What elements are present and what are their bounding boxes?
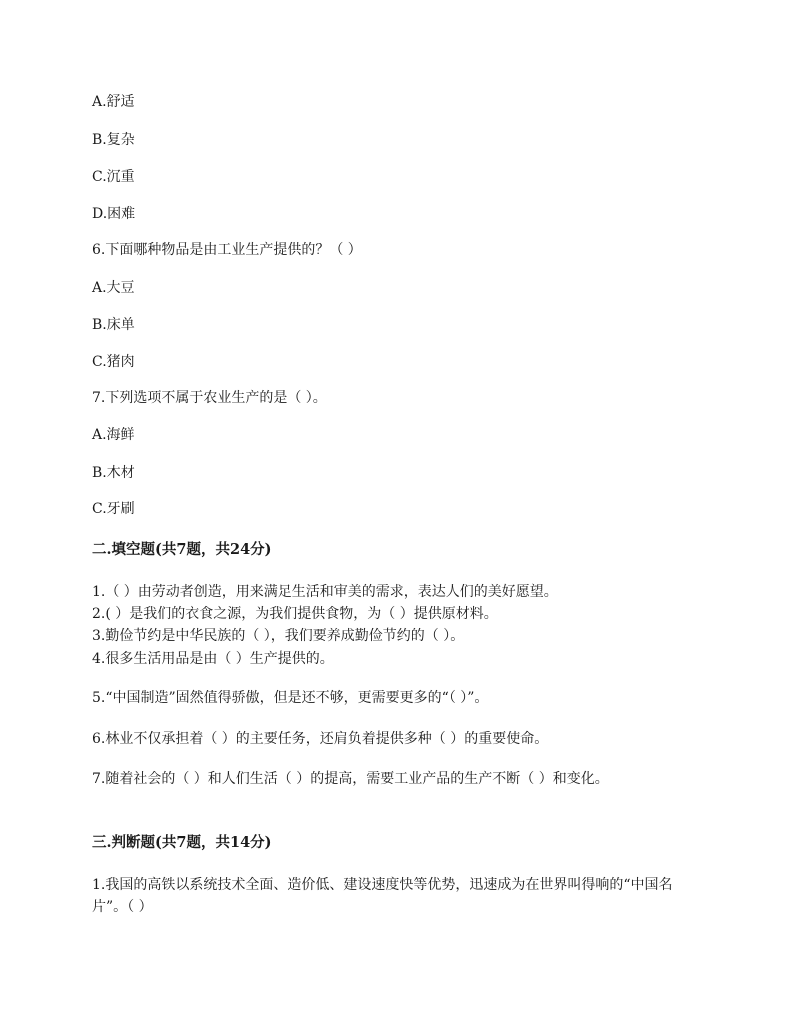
q7-option-c: C.牙刷 xyxy=(92,501,135,517)
fill-item-7: 7.随着社会的（ ）和人们生活（ ）的提高，需要工业产品的生产不断（ ）和变化。 xyxy=(92,771,609,787)
option-c: C.沉重 xyxy=(92,169,135,185)
question-6: 6.下面哪种物品是由工业生产提供的？（ ） xyxy=(92,242,362,258)
q7-option-b: B.木材 xyxy=(92,465,135,481)
q7-option-a: A.海鲜 xyxy=(92,427,135,443)
q6-option-b: B.床单 xyxy=(92,317,135,333)
fill-item-5: 5.“中国制造”固然值得骄傲，但是还不够，更需要更多的“（ ）”。 xyxy=(92,690,489,706)
fill-item-4: 4.很多生活用品是由（ ）生产提供的。 xyxy=(92,651,334,667)
fill-item-2: 2.( ）是我们的衣食之源，为我们提供食物，为（ ）提供原材料。 xyxy=(92,606,498,622)
judge-item-1: 1.我国的高铁以系统技术全面、造价低、建设速度快等优势，迅速成为在世界叫得响的“中国名片”。（ ） xyxy=(92,877,673,915)
option-d: D.困难 xyxy=(92,206,136,222)
section-heading-true-false: 三.判断题(共7题，共14分) xyxy=(92,834,272,851)
fill-item-3: 3.勤俭节约是中华民族的（ ），我们要养成勤俭节约的（ ）。 xyxy=(92,628,465,644)
q6-option-a: A.大豆 xyxy=(92,280,135,296)
option-b: B.复杂 xyxy=(92,132,135,148)
section-heading-fill-in: 二.填空题(共7题，共24分) xyxy=(92,541,272,558)
fill-item-1: 1.（ ）由劳动者创造，用来满足生活和审美的需求，表达人们的美好愿望。 xyxy=(92,584,558,600)
question-7: 7.下列选项不属于农业生产的是（ ）。 xyxy=(92,390,327,406)
fill-item-6: 6.林业不仅承担着（ ）的主要任务，还肩负着提供多种（ ）的重要使命。 xyxy=(92,731,549,747)
option-a: A.舒适 xyxy=(92,94,135,110)
q6-option-c: C.猪肉 xyxy=(92,354,135,370)
